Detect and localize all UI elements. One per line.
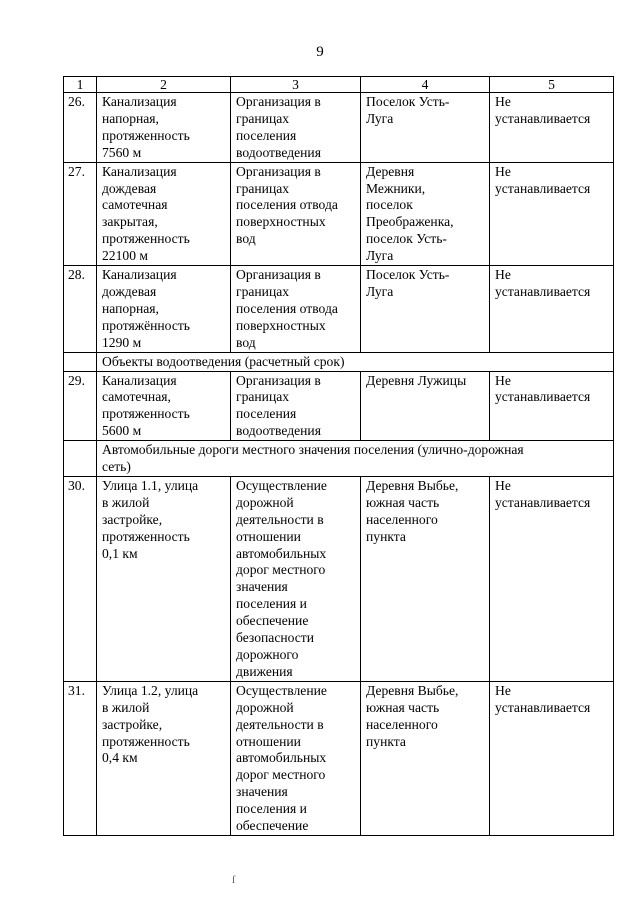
row-number: 27. <box>64 162 97 265</box>
header-cell-2: 2 <box>97 77 231 93</box>
section-heading: Автомобильные дороги местного значения поселения (улично-дорожная сеть) <box>97 441 614 477</box>
section-spacer <box>64 441 97 477</box>
purpose-cell: Организация в границах поселения отвода поверхностных вод <box>231 162 361 265</box>
zone-cell: Не устанавливается <box>490 162 614 265</box>
object-name-cell: Улица 1.2, улица в жилой застройке, протяженность 0,4 км <box>97 681 231 835</box>
row-number: 28. <box>64 266 97 353</box>
object-name-cell: Канализация напорная, протяженность 7560 м <box>97 93 231 163</box>
section-heading: Объекты водоотведения (расчетный срок) <box>97 352 614 371</box>
table-header-row <box>64 77 614 93</box>
location-cell: Поселок Усть- Луга <box>361 266 490 353</box>
section-row <box>64 352 614 371</box>
header-cell-5: 5 <box>490 77 614 93</box>
object-name-cell: Улица 1.1, улица в жилой застройке, протяженность 0,1 км <box>97 476 231 681</box>
object-name-cell: Канализация дождевая напорная, протяжённость 1290 м <box>97 266 231 353</box>
table-row <box>64 371 614 441</box>
location-cell: Деревня Выбье, южная часть населенного пункта <box>361 476 490 681</box>
zone-cell: Не устанавливается <box>490 93 614 163</box>
table-row <box>64 93 614 163</box>
table-row <box>64 476 614 681</box>
location-cell: Поселок Усть- Луга <box>361 93 490 163</box>
purpose-cell: Осуществление дорожной деятельности в отношении автомобильных дорог местного значения поселения и обеспечение <box>231 681 361 835</box>
zone-cell: Не устанавливается <box>490 476 614 681</box>
page-number: 9 <box>316 44 324 60</box>
scan-mark: ſ <box>232 874 236 886</box>
table-row <box>64 266 614 353</box>
object-name-cell: Канализация дождевая самотечная закрытая, протяженность 22100 м <box>97 162 231 265</box>
location-cell: Деревня Межники, поселок Преображенка, поселок Усть- Луга <box>361 162 490 265</box>
header-cell-4: 4 <box>361 77 490 93</box>
purpose-cell: Осуществление дорожной деятельности в отношении автомобильных дорог местного значения поселения и обеспечение безопасности дорожного движения <box>231 476 361 681</box>
row-number: 30. <box>64 476 97 681</box>
section-row <box>64 441 614 477</box>
header-cell-3: 3 <box>231 77 361 93</box>
objects-table <box>63 76 614 836</box>
zone-cell: Не устанавливается <box>490 266 614 353</box>
location-cell: Деревня Выбье, южная часть населенного пункта <box>361 681 490 835</box>
purpose-cell: Организация в границах поселения водоотведения <box>231 371 361 441</box>
object-name-cell: Канализация самотечная, протяженность 5600 м <box>97 371 231 441</box>
zone-cell: Не устанавливается <box>490 681 614 835</box>
row-number: 31. <box>64 681 97 835</box>
purpose-cell: Организация в границах поселения водоотведения <box>231 93 361 163</box>
row-number: 26. <box>64 93 97 163</box>
section-spacer <box>64 352 97 371</box>
header-cell-1: 1 <box>64 77 97 93</box>
table-row <box>64 681 614 835</box>
table-row <box>64 162 614 265</box>
zone-cell: Не устанавливается <box>490 371 614 441</box>
purpose-cell: Организация в границах поселения отвода поверхностных вод <box>231 266 361 353</box>
location-cell: Деревня Лужицы <box>361 371 490 441</box>
row-number: 29. <box>64 371 97 441</box>
